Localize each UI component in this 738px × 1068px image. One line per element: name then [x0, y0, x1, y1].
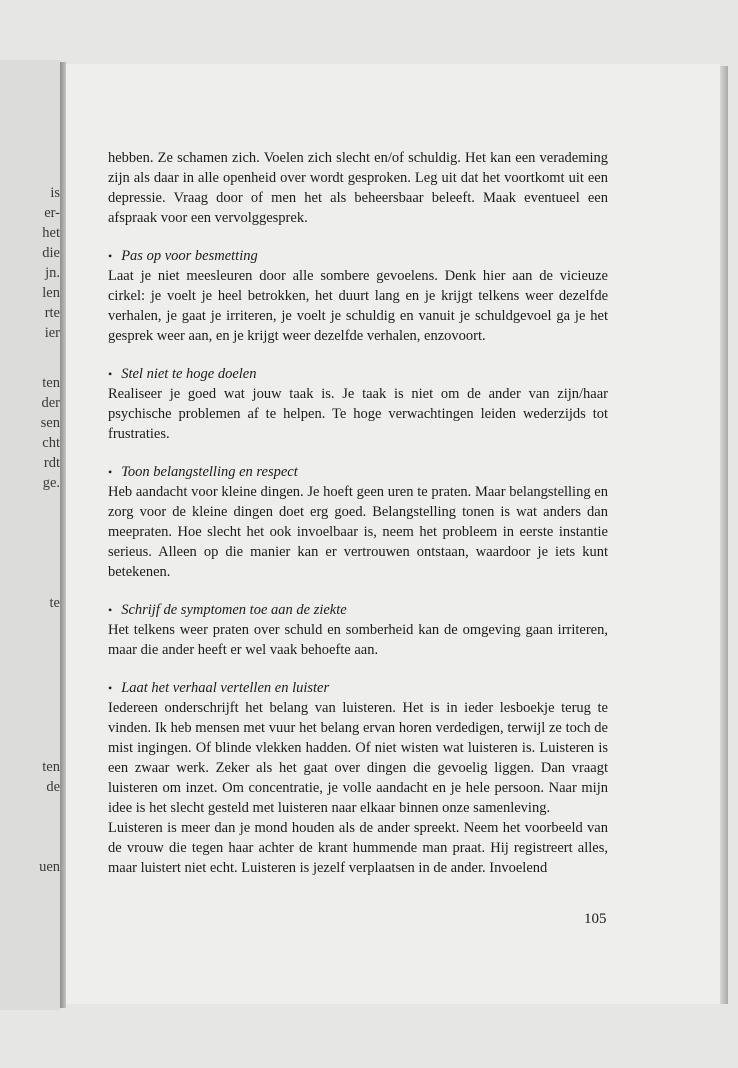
left-page-fragment: cht — [42, 435, 60, 451]
body-paragraph: Laat je niet meesleuren door alle sombere gevoelens. Denk hier aan de vicieuze cirkel: je voelt je heel betrokken, het duurt lang en je krijgt telkens weer dezelfde verhalen, je gaat je irriteren, je voelt je schuldig en vanuit je schuldgevoel ga je het gesprek weer aan, en je krijgt weer dezelfde verhalen, enzovoort. — [108, 268, 608, 344]
section-heading — [108, 600, 608, 620]
bullet-icon: • — [108, 367, 113, 381]
left-page-fragment: te — [49, 595, 60, 611]
bullet-icon: • — [108, 603, 113, 617]
bullet-icon: • — [108, 681, 113, 695]
left-page-fragment: rdt — [43, 455, 60, 471]
left-page-fragment: jn. — [45, 265, 60, 281]
section-heading-text: Toon belangstelling en respect — [121, 464, 298, 480]
bullet-icon: • — [108, 465, 113, 479]
left-page-fragment: ier — [44, 325, 60, 341]
left-page-fragment: is — [50, 185, 60, 201]
bullet-icon: • — [108, 249, 113, 263]
body-paragraph: Het telkens weer praten over schuld en somberheid kan de omgeving gaan irriteren, maar die ander heeft er wel vaak behoefte aan. — [108, 622, 608, 658]
left-page-fragment: ten — [42, 759, 60, 775]
body-paragraph: Realiseer je goed wat jouw taak is. Je taak is niet om de ander van zijn/haar psychische problemen af te helpen. Te hoge verwachtingen leiden wederzijds tot frustraties. — [108, 386, 608, 442]
body-paragraph: hebben. Ze schamen zich. Voelen zich slecht en/of schuldig. Het kan een verademing zijn als daar in alle openheid over wordt gesproken. Leg uit dat het voortkomt uit een depressie. Vraag door of men het als beheersbaar beleeft. Maak eventueel een afspraak voor een vervolggesprek. — [108, 150, 608, 226]
section-heading-text: Stel niet te hoge doelen — [121, 366, 257, 382]
left-page-fragment: ge. — [42, 475, 60, 491]
page-edge-shadow — [720, 66, 728, 1004]
page-number: 105 — [584, 911, 607, 927]
body-paragraph: Luisteren is meer dan je mond houden als de ander spreekt. Neem het voorbeeld van de vrouw die tegen haar achter de krant hummende man praat. Hij registreert alles, maar luistert niet echt. Luisteren is jezelf verplaatsen in de ander. Invoelend — [108, 820, 608, 876]
left-page-fragment: die — [42, 245, 60, 261]
section-heading-text: Schrijf de symptomen toe aan de ziekte — [121, 602, 347, 618]
left-page-fragment: er- — [44, 205, 60, 221]
left-page-fragment: der — [41, 395, 60, 411]
section-heading — [108, 246, 608, 266]
left-page-fragment: sen — [40, 415, 60, 431]
left-page-edge — [0, 60, 60, 1010]
left-page-fragment: de — [46, 779, 60, 795]
body-paragraph: Heb aandacht voor kleine dingen. Je hoeft geen uren te praten. Maar belangstelling en zorg voor de kleine dingen doet erg goed. Belangstelling tonen is wat anders dan meepraten. Hoe slecht het ook invoelbaar is, neem het probleem in eerste instantie serieus. Alleen op die manier kan er vertrouwen ontstaan, waardoor je iets kunt betekenen. — [108, 484, 608, 580]
left-page-fragment: rte — [44, 305, 60, 321]
left-page-fragment: len — [42, 285, 60, 301]
section-heading-text: Laat het verhaal vertellen en luister — [121, 680, 330, 696]
left-page-fragment: uen — [39, 859, 60, 875]
section-heading-text: Pas op voor besmetting — [121, 248, 258, 264]
section-heading — [108, 364, 608, 384]
left-page-fragment: het — [42, 225, 60, 241]
section-heading — [108, 678, 608, 698]
page-body — [108, 148, 608, 878]
section-heading — [108, 462, 608, 482]
body-paragraph: Iedereen onderschrijft het belang van luisteren. Het is in ieder lesboekje terug te vinden. Ik heb mensen met vuur het belang ervan horen verdedigen, terwijl ze toch de mist ingingen. Of blinde vlekken hadden. Of niet wisten wat luisteren is. Luisteren is een zwaar werk. Zeker als het gaat over dingen die gevoelig liggen. Dan vraagt luisteren om inzet. Om concentratie, je volle aandacht en je hele persoon. Naar mijn idee is het slecht gesteld met luisteren naar elkaar binnen onze samenleving. — [108, 700, 608, 816]
left-page-fragment: ten — [42, 375, 60, 391]
